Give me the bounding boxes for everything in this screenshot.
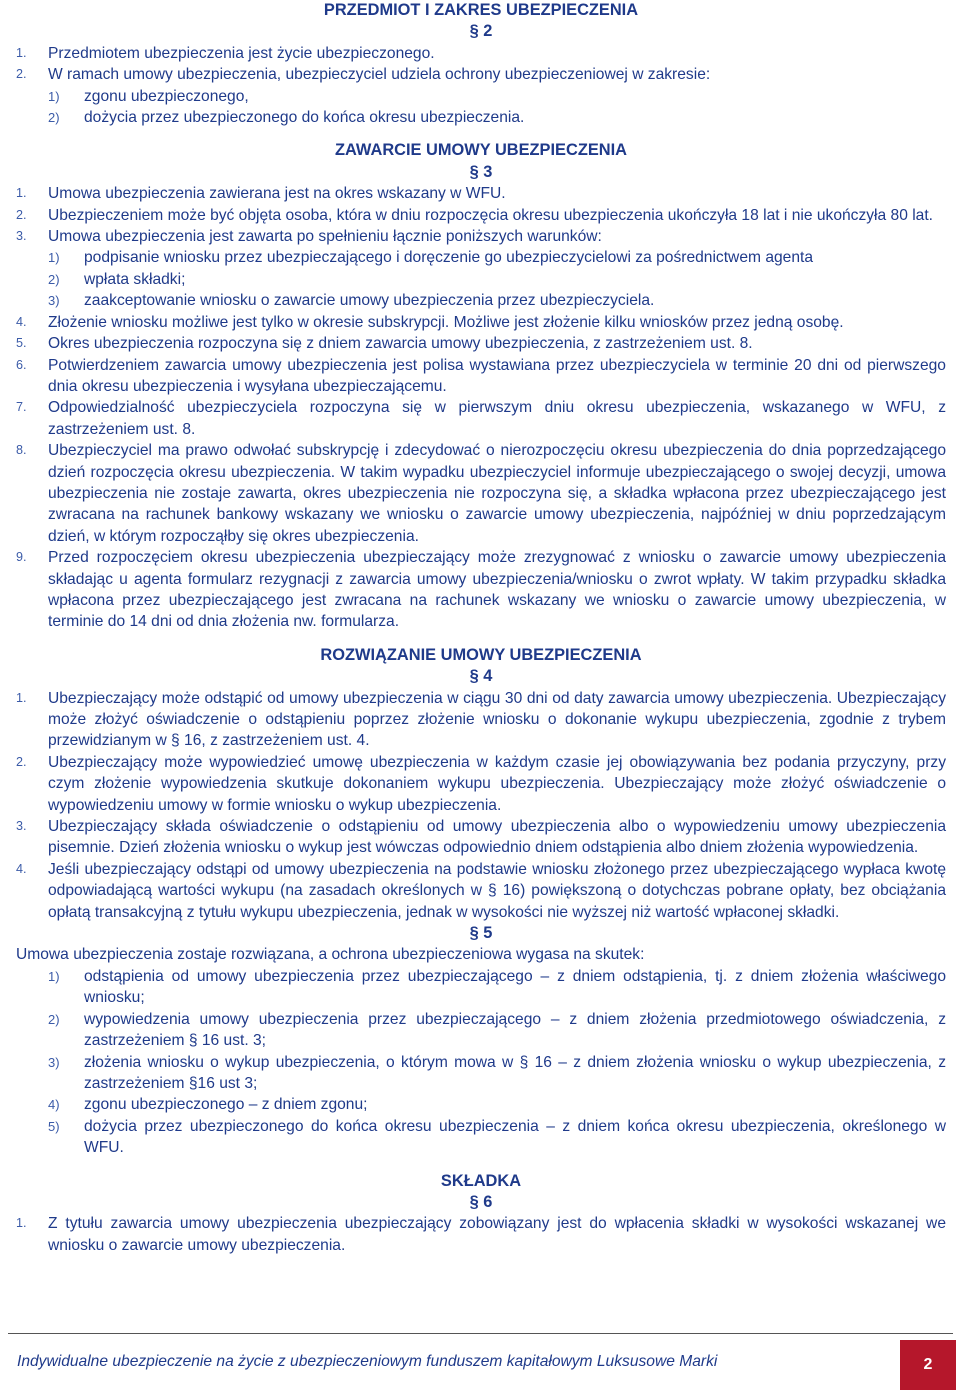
document-body xyxy=(16,0,946,1256)
item-text: Potwierdzeniem zawarcia umowy ubezpieczenia jest polisa wystawiana przez ubezpieczyciela w terminie 20 dni od pierwszego dnia okresu ubezpieczenia i wysyłana ubezpieczającemu. xyxy=(48,356,946,395)
sub-item-number: 2) xyxy=(48,271,60,287)
sub-item-text: wpłata składki; xyxy=(84,270,186,288)
sub-item xyxy=(16,107,946,128)
item-number: 8. xyxy=(16,443,27,458)
sub-item-number: 5) xyxy=(48,1118,60,1134)
item-number: 1. xyxy=(16,690,27,705)
item-number: 4. xyxy=(16,314,27,329)
sub-item xyxy=(16,290,946,311)
list-item xyxy=(16,43,946,64)
paragraph-intro: Umowa ubezpieczenia zostaje rozwiązana, a ochrona ubezpieczeniowa wygasa na skutek: xyxy=(16,946,645,964)
sub-item-number: 1) xyxy=(48,250,60,266)
section-title-premium: SKŁADKA xyxy=(440,1171,522,1190)
item-number: 4. xyxy=(16,861,27,876)
item-number: 1. xyxy=(16,186,27,201)
paragraph-number-6: § 6 xyxy=(469,1192,493,1211)
list-item xyxy=(16,205,946,226)
item-number: 6. xyxy=(16,357,27,372)
item-text: Z tytułu zawarcia umowy ubezpieczenia ubezpieczający zobowiązany jest do wpłacenia składki w wysokości wskazanej we wniosku o zawarcie umowy ubezpieczenia. xyxy=(48,1215,946,1254)
item-text: Ubezpieczający składa oświadczenie o odstąpieniu od umowy ubezpieczenia albo o wypowiedzeniu umowy ubezpieczenia pisemnie. Dzień złożenia wniosku o wykup jest wówczas odpowiednio dniem odstąpienia albo dniem złożenia wypowiedzenia. xyxy=(48,818,946,857)
item-text: Jeśli ubezpieczający odstąpi od umowy ubezpieczenia na podstawie wniosku złożonego przez ubezpieczającego wypłaca kwotę odpowiadającą wartości wykupu (na zasadach określonych w § 16) powiększoną o dotychczas pobrane opłaty, bez obciążania opłatą transakcyjną z tytułu wykupu ubezpieczenia, jednak w wysokości nie wyższej niż wartość wpłaconej składki. xyxy=(48,860,946,921)
section-title-termination: ROZWIĄZANIE UMOWY UBEZPIECZENIA xyxy=(320,645,642,664)
list-item xyxy=(16,816,946,859)
section-title-subject: PRZEDMIOT I ZAKRES UBEZPIECZENIA xyxy=(323,1,639,19)
item-text: Przed rozpoczęciem okresu ubezpieczenia ubezpieczający może zrezygnować z wniosku o zawarcie umowy ubezpieczenia składając u agenta formularz rezygnacji z zawarcia umowy ubezpieczenia/wniosku o zwrot wpłaty. W takim przypadku składka wpłacona przez ubezpieczającego jest zwracana na rachunek wskazany we wniosku o zawarcie umowy ubezpieczenia, w terminie do 14 dni od dnia złożenia nw. formularza. xyxy=(48,549,946,631)
list-item xyxy=(16,64,946,85)
sub-item xyxy=(16,1094,946,1115)
item-text: Umowa ubezpieczenia zawierana jest na okres wskazany w WFU. xyxy=(48,185,506,203)
item-number: 2. xyxy=(16,67,27,82)
sub-item-text: wypowiedzenia umowy ubezpieczenia przez ubezpieczającego – z dniem złożenia przedmiotowego oświadczenia, z zastrzeżeniem § 16 ust. 3; xyxy=(84,1010,946,1050)
sub-item-number: 3) xyxy=(48,293,60,309)
list-item xyxy=(16,688,946,752)
paragraph-number-2: § 2 xyxy=(469,22,493,41)
item-text: Przedmiotem ubezpieczenia jest życie ubezpieczonego. xyxy=(48,44,435,62)
item-text: W ramach umowy ubezpieczenia, ubezpieczyciel udziela ochrony ubezpieczeniowej w zakresie: xyxy=(48,66,711,84)
sub-item-text: podpisanie wniosku przez ubezpieczającego i doręczenie go ubezpieczycielowi za pośrednictwem agenta xyxy=(84,249,814,267)
item-number: 1. xyxy=(16,45,27,60)
sub-item-text: zgonu ubezpieczonego – z dniem zgonu; xyxy=(84,1096,368,1114)
sub-item-number: 1) xyxy=(48,968,60,984)
section-title-conclusion: ZAWARCIE UMOWY UBEZPIECZENIA xyxy=(334,141,627,160)
sub-item xyxy=(16,269,946,290)
sub-item-text: dożycia przez ubezpieczonego do końca okresu ubezpieczenia. xyxy=(84,109,525,127)
sub-item-number: 3) xyxy=(48,1054,60,1070)
sub-item xyxy=(16,1116,946,1159)
item-number: 3. xyxy=(16,819,27,834)
item-text: Umowa ubezpieczenia jest zawarta po spełnieniu łącznie poniższych warunków: xyxy=(48,228,602,246)
sub-item-text: zaakceptowanie wniosku o zawarcie umowy ubezpieczenia przez ubezpieczyciela. xyxy=(84,292,655,310)
sub-item xyxy=(16,86,946,107)
list-item xyxy=(16,226,946,247)
footer-divider xyxy=(8,1333,953,1334)
item-text: Ubezpieczający może wypowiedzieć umowę ubezpieczenia w każdym czasie jej obowiązywania bez podania przyczyny, przy czym złożenie wypowiedzenia skutkuje dokonaniem wykupu ubezpieczenia. Ubezpieczający może złożyć oświadczenie o wypowiedzeniu umowy w formie wniosku o wykup ubezpieczenia. xyxy=(48,753,946,814)
list-item xyxy=(16,440,946,547)
item-number: 9. xyxy=(16,550,27,565)
sub-item-number: 2) xyxy=(48,110,60,126)
list-item xyxy=(16,752,946,816)
page-number-badge: 2 xyxy=(900,1340,956,1390)
paragraph-number-4: § 4 xyxy=(469,667,493,686)
list-item xyxy=(16,547,946,633)
list-item xyxy=(16,312,946,333)
item-number: 2. xyxy=(16,207,27,222)
sub-item xyxy=(16,1052,946,1095)
item-text: Ubezpieczyciel ma prawo odwołać subskrypcję i zdecydować o nierozpoczęciu okresu ubezpieczenia do dnia poprzedzającego dzień rozpoczęcia okresu ubezpieczenia. W takim wypadku ubezpieczyciel informuje ubezpieczającego o swojej decyzji, umowa ubezpieczenia nie zostaje zawarta, okres ubezpieczenia nie rozpoczyna się, a składka wpłacona przez ubezpieczającego jest zwracana na rachunek bankowy wskazany we wniosku o zawarcie umowy ubezpieczenia, najpóźniej w dniu poprzedzającym dzień, w którym rozpocząłby się okres ubezpieczenia. xyxy=(48,442,946,545)
list-item xyxy=(16,333,946,354)
sub-item xyxy=(16,1009,946,1052)
list-item xyxy=(16,1213,946,1256)
item-number: 2. xyxy=(16,754,27,769)
item-text: Odpowiedzialność ubezpieczyciela rozpoczyna się w pierwszym dniu okresu ubezpieczenia, wskazanego w WFU, z zastrzeżeniem ust. 8. xyxy=(48,399,946,438)
sub-item-number: 1) xyxy=(48,88,60,104)
list-item xyxy=(16,397,946,440)
sub-item xyxy=(16,966,946,1009)
item-number: 3. xyxy=(16,229,27,244)
item-text: Złożenie wniosku możliwe jest tylko w okresie subskrypcji. Możliwe jest złożenie kilku wniosków przez jedną osobę. xyxy=(48,313,844,331)
sub-item-number: 2) xyxy=(48,1011,60,1027)
paragraph-number-5: § 5 xyxy=(469,924,493,943)
sub-item xyxy=(16,247,946,268)
item-number: 1. xyxy=(16,1216,27,1231)
sub-item-text: dożycia przez ubezpieczonego do końca okresu ubezpieczenia – z dniem końca okresu ubezpieczenia, określonego w WFU. xyxy=(84,1117,946,1157)
list-item xyxy=(16,859,946,923)
sub-item-text: odstąpienia od umowy ubezpieczenia przez ubezpieczającego – z dniem odstąpienia, tj. z dniem złożenia właściwego wniosku; xyxy=(84,967,946,1007)
list-item xyxy=(16,183,946,204)
item-number: 7. xyxy=(16,400,27,415)
item-text: Ubezpieczający może odstąpić od umowy ubezpieczenia w ciągu 30 dni od daty zawarcia umowy ubezpieczenia. Ubezpieczający może złożyć oświadczenie o odstąpieniu poprzez złożenie wniosku o dokonanie wykupu ubezpieczenia, zgodnie z trybem przewidzianym w § 16, z zastrzeżeniem ust. 4. xyxy=(48,689,946,750)
item-number: 5. xyxy=(16,336,27,351)
footer-title: Indywidualne ubezpieczenie na życie z ubezpieczeniowym funduszem kapitałowym Luksusowe Marki xyxy=(17,1353,718,1370)
sub-item-text: zgonu ubezpieczonego, xyxy=(84,87,249,105)
sub-item-number: 4) xyxy=(48,1097,60,1113)
paragraph-number-3: § 3 xyxy=(469,162,493,181)
item-text: Okres ubezpieczenia rozpoczyna się z dniem zawarcia umowy ubezpieczenia, z zastrzeżeniem ust. 8. xyxy=(48,335,753,353)
sub-item-text: złożenia wniosku o wykup ubezpieczenia, o którym mowa w § 16 – z dniem złożenia wniosku o wykup ubezpieczenia, z zastrzeżeniem §16 ust 3; xyxy=(84,1053,946,1092)
list-item xyxy=(16,355,946,398)
item-text: Ubezpieczeniem może być objęta osoba, która w dniu rozpoczęcia okresu ubezpieczenia ukończyła 18 lat i nie ukończyła 80 lat. xyxy=(48,206,934,224)
